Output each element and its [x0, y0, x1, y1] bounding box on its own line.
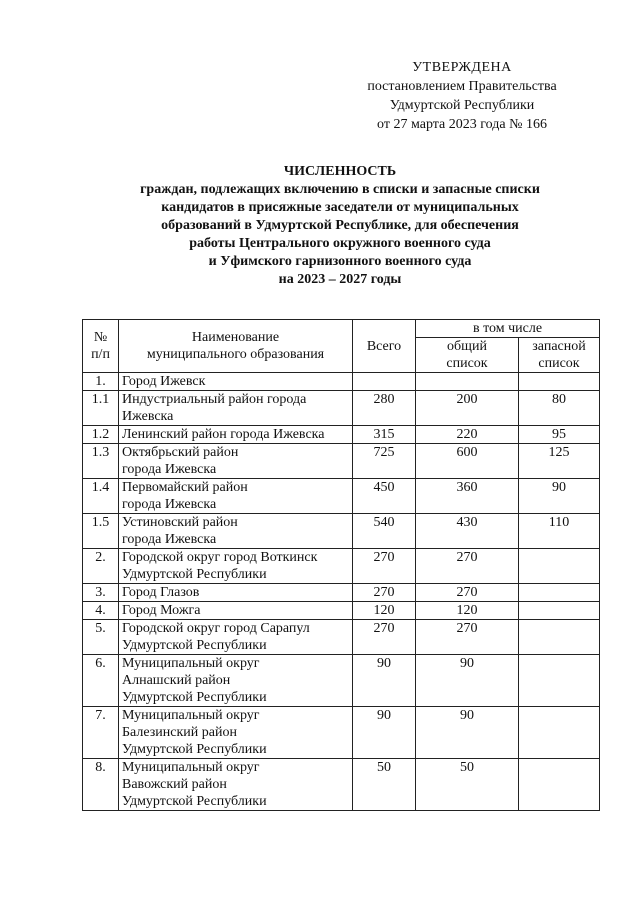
cell-name-line: Удмуртской Республики: [122, 742, 267, 757]
header-num: № п/п: [83, 320, 119, 373]
approval-line: Удмуртской Республики: [389, 98, 535, 113]
table-row: [83, 514, 600, 549]
table-row: [83, 549, 600, 584]
title-line: на 2023 – 2027 годы: [278, 272, 402, 287]
cell-num: 1.5: [83, 514, 119, 549]
cell-name-line: Удмуртской Республики: [122, 690, 267, 705]
cell-num: 5.: [83, 620, 119, 655]
table-row: [83, 759, 600, 811]
cell-general: 270: [416, 584, 519, 602]
cell-general: 220: [416, 426, 519, 444]
cell-name: [119, 584, 353, 602]
cell-num: 6.: [83, 655, 119, 707]
approval-block: [352, 58, 572, 134]
cell-general: 50: [416, 759, 519, 811]
cell-general: 90: [416, 655, 519, 707]
cell-reserve: 95: [519, 426, 600, 444]
cell-reserve: [519, 584, 600, 602]
cell-reserve: [519, 549, 600, 584]
cell-num: 1.4: [83, 479, 119, 514]
cell-name-line: Удмуртской Республики: [122, 794, 267, 809]
cell-num: 1.1: [83, 391, 119, 426]
cell-reserve: [519, 655, 600, 707]
cell-name-line: Вавожский район: [122, 777, 227, 792]
cell-name: [119, 655, 353, 707]
cell-name-line: Ленинский район города Ижевска: [122, 427, 325, 442]
cell-name: [119, 514, 353, 549]
approval-line: постановлением Правительства: [367, 79, 557, 94]
cell-general: 430: [416, 514, 519, 549]
table-row: [83, 426, 600, 444]
cell-total: 270: [353, 549, 416, 584]
table-row: [83, 444, 600, 479]
cell-general: 600: [416, 444, 519, 479]
cell-name: [119, 602, 353, 620]
table-row: [83, 373, 600, 391]
cell-total: 315: [353, 426, 416, 444]
cell-reserve: [519, 602, 600, 620]
table-row: [83, 479, 600, 514]
title-line: работы Центрального окружного военного суда: [189, 236, 491, 251]
title-line: граждан, подлежащих включению в списки и запасные списки: [140, 182, 540, 197]
title-line: кандидатов в присяжные заседатели от муниципальных: [161, 200, 519, 215]
cell-name: [119, 549, 353, 584]
document-title: [60, 163, 620, 289]
cell-name: [119, 373, 353, 391]
cell-num: 8.: [83, 759, 119, 811]
cell-general: 90: [416, 707, 519, 759]
cell-name-line: Первомайский район: [122, 480, 248, 495]
cell-num: 4.: [83, 602, 119, 620]
cell-num: 1.: [83, 373, 119, 391]
cell-name: [119, 444, 353, 479]
cell-total: 90: [353, 707, 416, 759]
cell-name-line: города Ижевска: [122, 462, 217, 477]
cell-total: 270: [353, 584, 416, 602]
header-general: общий список: [416, 338, 519, 373]
title-main: ЧИСЛЕННОСТЬ: [283, 164, 397, 179]
cell-name-line: Город Можга: [122, 603, 201, 618]
cell-name-line: Удмуртской Республики: [122, 567, 267, 582]
header-name: Наименование муниципального образования: [119, 320, 353, 373]
cell-total: 50: [353, 759, 416, 811]
cell-general: 270: [416, 549, 519, 584]
cell-name-line: Муниципальный округ: [122, 656, 260, 671]
cell-general: 200: [416, 391, 519, 426]
title-line: образований в Удмуртской Республике, для обеспечения: [161, 218, 519, 233]
cell-reserve: [519, 373, 600, 391]
cell-num: 7.: [83, 707, 119, 759]
title-line: и Уфимского гарнизонного военного суда: [208, 254, 472, 269]
cell-reserve: 110: [519, 514, 600, 549]
cell-name-line: Городской округ город Сарапул: [122, 621, 310, 636]
cell-name-line: Индустриальный район города: [122, 392, 307, 407]
table-header-row: [83, 320, 600, 338]
cell-name-line: Муниципальный округ: [122, 708, 260, 723]
cell-name-line: города Ижевска: [122, 532, 217, 547]
cell-total: 120: [353, 602, 416, 620]
cell-num: 3.: [83, 584, 119, 602]
cell-name-line: Устиновский район: [122, 515, 238, 530]
cell-total: 450: [353, 479, 416, 514]
cell-name-line: Город Глазов: [122, 585, 200, 600]
cell-reserve: 90: [519, 479, 600, 514]
cell-name-line: Муниципальный округ: [122, 760, 260, 775]
cell-reserve: [519, 620, 600, 655]
cell-reserve: 80: [519, 391, 600, 426]
approval-line: от 27 марта 2023 года № 166: [377, 117, 547, 132]
cell-name: [119, 426, 353, 444]
cell-reserve: [519, 707, 600, 759]
cell-total: [353, 373, 416, 391]
cell-num: 1.2: [83, 426, 119, 444]
cell-name-line: Алнашский район: [122, 673, 231, 688]
header-including: в том числе: [416, 320, 600, 338]
cell-name-line: города Ижевска: [122, 497, 217, 512]
table-body: [83, 373, 600, 811]
cell-name-line: Удмуртской Республики: [122, 638, 267, 653]
cell-name: [119, 620, 353, 655]
allocation-table: [82, 319, 600, 811]
cell-name-line: Октябрьский район: [122, 445, 239, 460]
header-total: Всего: [353, 320, 416, 373]
cell-name-line: Балезинский район: [122, 725, 237, 740]
cell-total: 725: [353, 444, 416, 479]
cell-total: 270: [353, 620, 416, 655]
table-row: [83, 655, 600, 707]
cell-name: [119, 391, 353, 426]
approval-heading: УТВЕРЖДЕНА: [412, 60, 512, 75]
cell-general: 270: [416, 620, 519, 655]
cell-name: [119, 759, 353, 811]
cell-name-line: Ижевска: [122, 409, 174, 424]
cell-general: 360: [416, 479, 519, 514]
table-row: [83, 620, 600, 655]
cell-name: [119, 479, 353, 514]
table-row: [83, 602, 600, 620]
cell-total: 540: [353, 514, 416, 549]
cell-general: [416, 373, 519, 391]
cell-num: 2.: [83, 549, 119, 584]
table-row: [83, 707, 600, 759]
table-row: [83, 391, 600, 426]
cell-general: 120: [416, 602, 519, 620]
cell-num: 1.3: [83, 444, 119, 479]
cell-total: 90: [353, 655, 416, 707]
header-reserve: запасной список: [519, 338, 600, 373]
cell-name: [119, 707, 353, 759]
cell-name-line: Город Ижевск: [122, 374, 206, 389]
table-row: [83, 584, 600, 602]
cell-total: 280: [353, 391, 416, 426]
cell-name-line: Городской округ город Воткинск: [122, 550, 318, 565]
cell-reserve: [519, 759, 600, 811]
cell-reserve: 125: [519, 444, 600, 479]
